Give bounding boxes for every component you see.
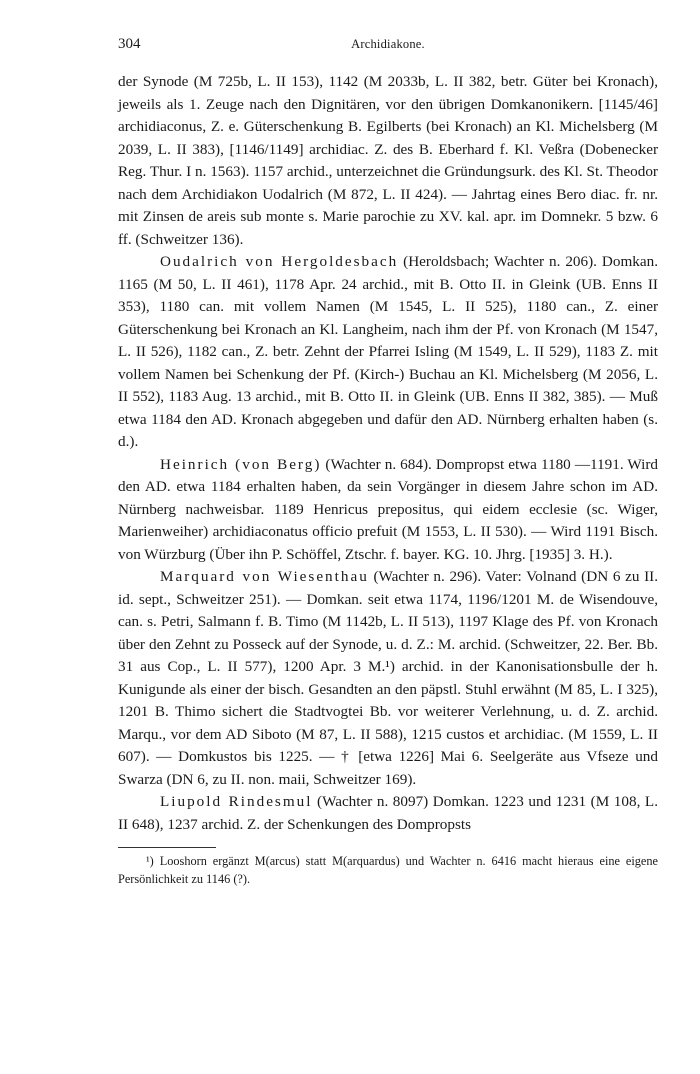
entry-name: Heinrich (von Berg) xyxy=(160,455,322,473)
entry-name: Marquard von Wiesenthau xyxy=(160,568,369,585)
entry-text: (Wachter n. 684). Dompropst etwa 1180 —1191. Wird den AD. etwa 1184 erhalten haben, da sein Vorgänger in diesem Jahre schon im AD. Nürnberg nachweisbar. 1189 Henricus prepositus, qui eidem ecclesie (sc. Wiger, Marienweiher) archidiaconatus officio prefuit (M 1553, L. II 530). — Wird 1191 Bisch. von Würzburg (Über ihn P. Schöffel, Ztschr. f. bayer. KG. 10. Jhrg. [1935] 3. H.). xyxy=(118,455,658,563)
running-head: Archidiakone. xyxy=(351,37,425,51)
body-text xyxy=(118,71,658,836)
entry-text: (Wachter n. 296). Vater: Volnand (DN 6 zu II. id. sept., Schweitzer 251). — Domkan. seit etwa 1174, 1196/1201 M. de Wisendouve, can. s. Petri, Salmann f. B. Timo (M 1142b, L. II 513), 1197 Klage des Pf. von Kronach über den Zehnt zu Posseck auf der Synode, u. d. Z.: M. archid. (Schweitzer, 22. Ber. Bb. 31 aus Cop., L. II 577), 1200 Apr. 3 M.¹) archid. in der Kanonisationsbulle der h. Kunigunde als einer der bisch. Gesandten an den päpstl. Stuhl erwähnt (M 85, L. I 325), 1201 B. Thimo sichert die Stadtvogtei Bb. vor weiterer Verlehnung, u. d. Z. archid. Marqu., vor dem AD Siboto (M 87, L. II 588), 1215 custos et archidiac. (M 1559, L. II 607). — Domkustos bis 1225. — † [etwa 1226] Mai 6. Seelgeräte aus Vfseze und Swarza (DN 6, zu II. non. maii, Schweitzer 169). xyxy=(118,568,659,788)
footnote-divider xyxy=(118,847,216,848)
entry-name: Liupold Rindesmul xyxy=(160,793,313,810)
entry-text: (Wachter n. 8097) Domkan. 1223 und 1231 (M 108, L. II 648), 1237 archid. Z. der Schenkungen des Dompropsts xyxy=(118,793,659,833)
entry-text: (Heroldsbach; Wachter n. 206). Domkan. 1165 (M 50, L. II 461), 1178 Apr. 24 archid., mit B. Otto II. in Gleink (UB. Enns II 353), 1180 can. mit vollem Namen (M 1545, L. II 525), 1180 can., Z. einer Güterschenkung bei Kronach an Kl. Langheim, nach ihm der Pf. von Kronach (M 1547, L. II 526), 1182 can., Z. betr. Zehnt der Pfarrei Isling (M 1549, L. II 529), 1183 Z. mit vollem Namen bei Schenkung der Pf. (Kirch-) Buchau an Kl. Michelsberg (M 2056, L. II 552), 1183 Aug. 13 archid., mit B. Otto II. in Gleink (UB. Enns II 382, 385). — Muß etwa 1184 den AD. Kronach abgegeben und dafür den AD. Nürnberg erhalten haben (s. d.). xyxy=(118,253,658,450)
book-page xyxy=(118,36,658,888)
entry-paragraph xyxy=(118,251,658,454)
continuation-paragraph: der Synode (M 725b, L. II 153), 1142 (M 2033b, L. II 382, betr. Güter bei Kronach), jeweils als 1. Zeuge nach den Dignitären, vor den übrigen Domkanonikern. [1145/46] archidiaconus, Z. e. Güterschenkung B. Egilberts (bei Kronach) an Kl. Michelsberg (M 2039, L. II 383), [1146/1149] archidiac. Z. des B. Eberhard f. Kl. Veßra (Dobenecker Reg. Thur. I n. 1563). 1157 archid., unterzeichnet die Gründungsurk. des Kl. St. Theodor nach dem Archidiakon Uodalrich (M 872, L. II 424). — Jahrtag eines Bero diac. fr. nr. mit Zinsen de areis sub monte s. Marie parochie zu XV. kal. apr. im Domnekr. 5 bzw. 6 ff. (Schweitzer 136). xyxy=(118,73,658,248)
entry-paragraph xyxy=(118,791,658,836)
page-number: 304 xyxy=(118,36,141,52)
page-header xyxy=(118,36,658,58)
footnote-text: Looshorn ergänzt M(arcus) statt M(arquardus) und Wachter n. 6416 macht hieraus eine eigene Persönlichkeit zu 1146 (?). xyxy=(118,854,658,886)
entry-name: Oudalrich von Hergoldesbach xyxy=(160,253,399,270)
footnote-marker: ¹) xyxy=(146,854,154,868)
entry-paragraph xyxy=(118,566,658,791)
footnote xyxy=(118,852,658,888)
entry-paragraph xyxy=(118,454,658,567)
